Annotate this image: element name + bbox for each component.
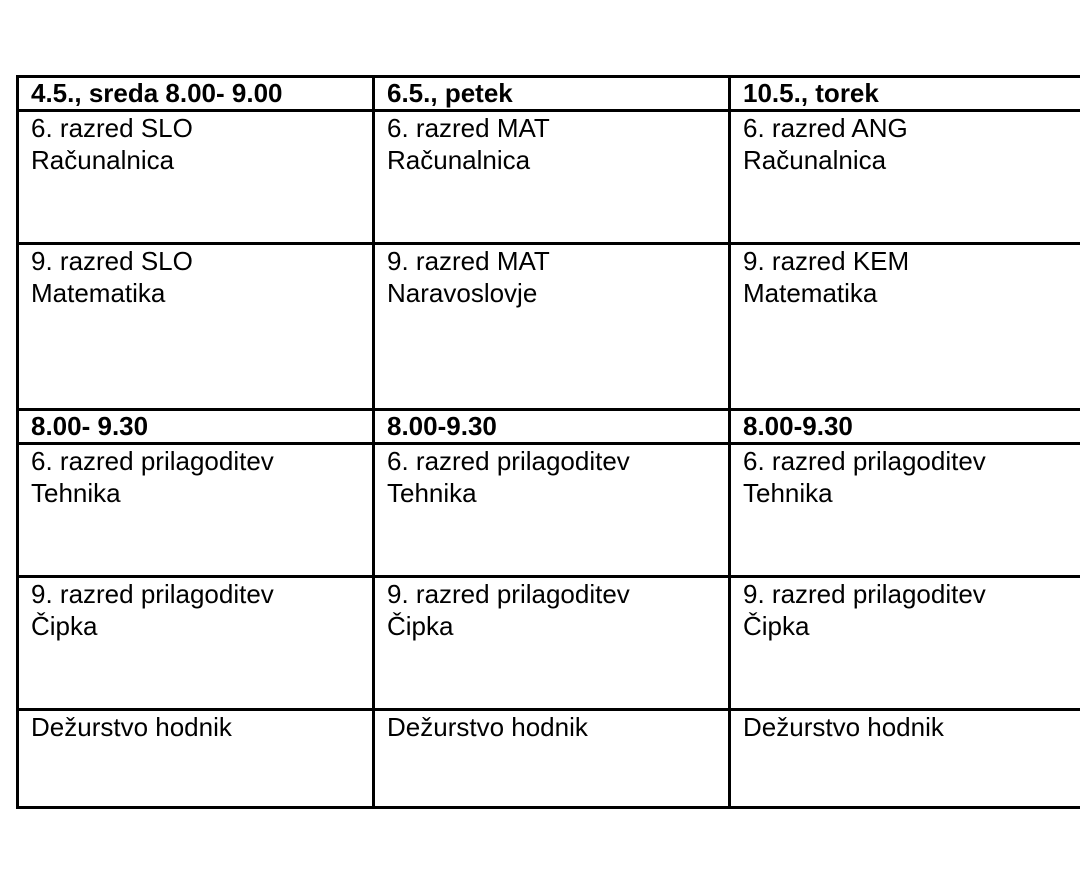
table-cell <box>730 444 1080 577</box>
table-cell <box>18 710 374 808</box>
time-header-cell <box>374 410 730 444</box>
table-cell <box>374 111 730 244</box>
table-cell <box>730 111 1080 244</box>
date-header-text: 6.5., petek <box>387 78 513 108</box>
cell-class-text: 9. razred KEM <box>743 246 910 276</box>
table-cell <box>730 577 1080 710</box>
cell-class-text: 6. razred ANG <box>743 113 908 143</box>
time-header-text: 8.00-9.30 <box>743 411 853 441</box>
duty-text: Dežurstvo hodnik <box>387 712 588 742</box>
table-cell <box>730 710 1080 808</box>
table-cell <box>18 577 374 710</box>
table-cell <box>18 444 374 577</box>
table-cell <box>18 244 374 410</box>
cell-class-text: 9. razred MAT <box>387 246 550 276</box>
table-cell <box>374 244 730 410</box>
duty-text: Dežurstvo hodnik <box>31 712 232 742</box>
time-header-cell <box>730 410 1080 444</box>
cell-room-text: Računalnica <box>387 145 531 175</box>
cell-class-text: 6. razred SLO <box>31 113 193 143</box>
time-header-row <box>18 410 1080 444</box>
duty-text: Dežurstvo hodnik <box>743 712 944 742</box>
schedule-table <box>16 75 1080 809</box>
cell-room-text: Matematika <box>743 278 878 308</box>
table-cell <box>374 577 730 710</box>
cell-room-text: Računalnica <box>31 145 175 175</box>
time-header-cell <box>18 410 374 444</box>
date-header-cell <box>730 77 1080 111</box>
time-header-text: 8.00-9.30 <box>387 411 497 441</box>
date-header-text: 10.5., torek <box>743 78 879 108</box>
table-cell <box>730 244 1080 410</box>
cell-room-text: Tehnika <box>743 478 833 508</box>
date-header-text: 4.5., sreda 8.00- 9.00 <box>31 78 283 108</box>
cell-room-text: Čipka <box>387 611 454 641</box>
cell-class-text: 6. razred MAT <box>387 113 550 143</box>
table-cell <box>374 444 730 577</box>
cell-class-text: 9. razred prilagoditev <box>31 579 274 609</box>
cell-class-text: 9. razred prilagoditev <box>743 579 986 609</box>
cell-class-text: 6. razred prilagoditev <box>743 446 986 476</box>
date-header-cell <box>18 77 374 111</box>
cell-room-text: Računalnica <box>743 145 887 175</box>
cell-room-text: Naravoslovje <box>387 278 538 308</box>
cell-class-text: 9. razred prilagoditev <box>387 579 630 609</box>
date-header-row <box>18 77 1080 111</box>
time-header-text: 8.00- 9.30 <box>31 411 149 441</box>
table-row <box>18 577 1080 710</box>
date-header-cell <box>374 77 730 111</box>
cell-room-text: Čipka <box>31 611 98 641</box>
table-row <box>18 111 1080 244</box>
table-cell <box>374 710 730 808</box>
table-row <box>18 444 1080 577</box>
cell-class-text: 6. razred prilagoditev <box>31 446 274 476</box>
table-row <box>18 710 1080 808</box>
cell-room-text: Tehnika <box>31 478 121 508</box>
cell-room-text: Čipka <box>743 611 810 641</box>
table-cell <box>18 111 374 244</box>
cell-room-text: Matematika <box>31 278 166 308</box>
cell-class-text: 6. razred prilagoditev <box>387 446 630 476</box>
cell-class-text: 9. razred SLO <box>31 246 193 276</box>
table-row <box>18 244 1080 410</box>
cell-room-text: Tehnika <box>387 478 477 508</box>
